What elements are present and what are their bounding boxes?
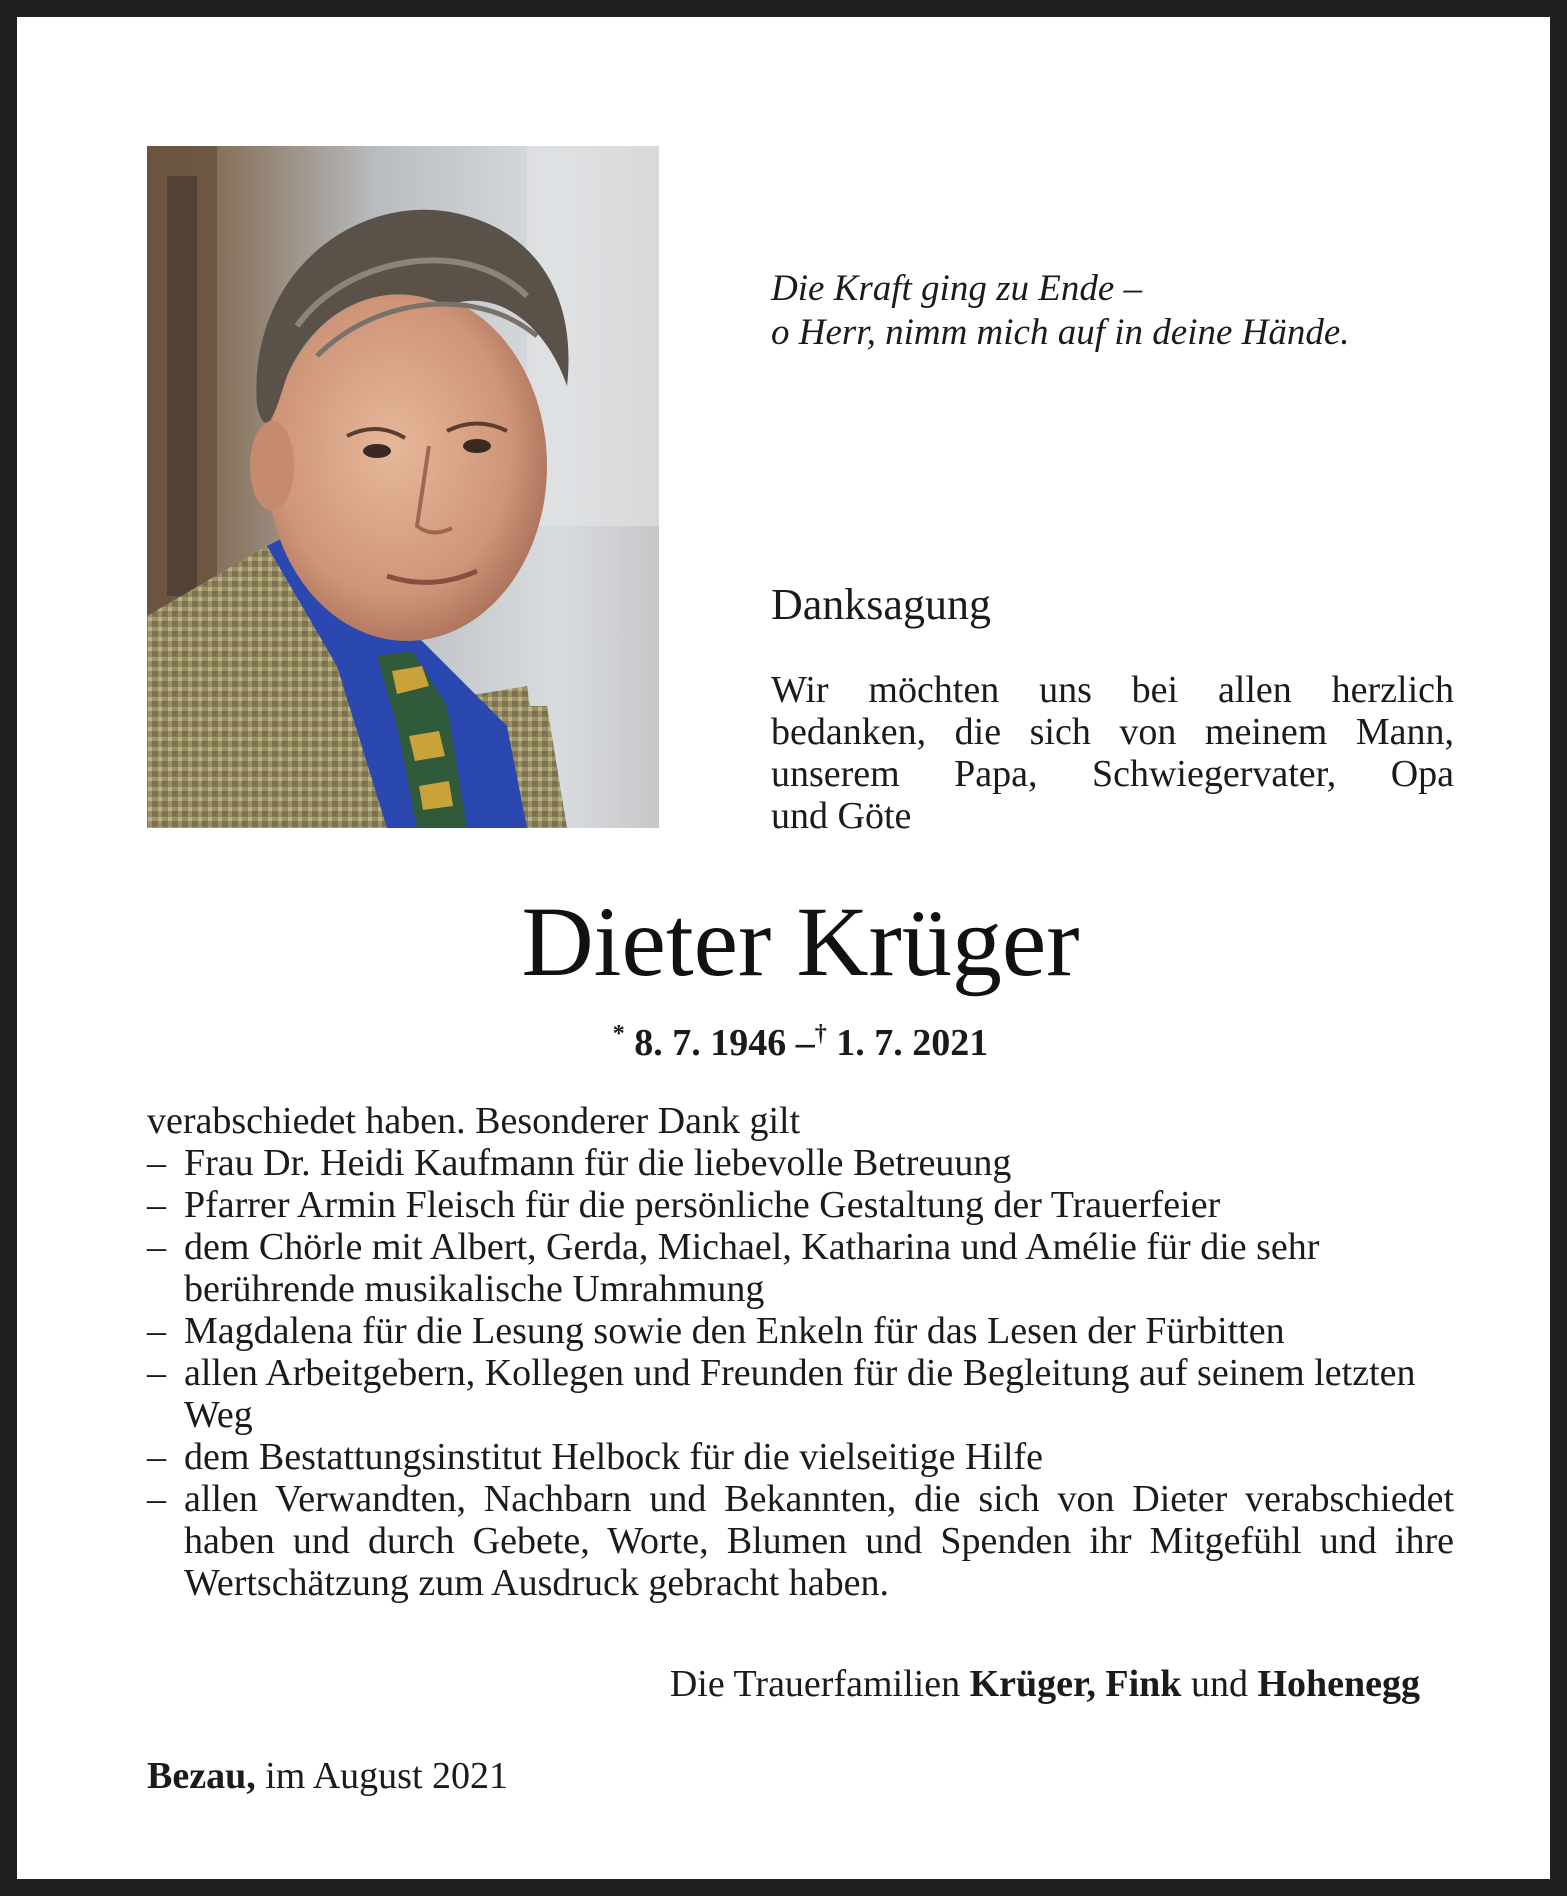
birth-symbol: * — [612, 1021, 625, 1047]
list-item: – Magdalena für die Lesung sowie den Enkeln für das Lesen der Fürbitten — [147, 1310, 1454, 1352]
signature-joiner: und — [1190, 1663, 1248, 1705]
deceased-name: Dieter Krüger — [521, 886, 1080, 997]
thanks-list — [147, 1142, 1454, 1604]
list-item: – Frau Dr. Heidi Kaufmann für die liebevolle Betreuung — [147, 1142, 1454, 1184]
family-name-3: Hohenegg — [1257, 1663, 1420, 1705]
portrait-photo — [147, 146, 659, 828]
birth-date: 8. 7. 1946 — [634, 1022, 787, 1064]
list-item: – Pfarrer Armin Fleisch für die persönliche Gestaltung der Trauerfeier — [147, 1184, 1454, 1226]
family-signature — [670, 1662, 1420, 1706]
motto-line-1: Die Kraft ging zu Ende – — [771, 268, 1143, 309]
motto-line-2: o Herr, nimm mich auf in deine Hände. — [771, 312, 1350, 353]
list-item: – dem Chörle mit Albert, Gerda, Michael, Katharina und Amélie für die sehr berührende musikalische Umrahmung — [147, 1226, 1454, 1310]
life-dates — [17, 1012, 1567, 1065]
family-name-2: Fink — [1105, 1663, 1182, 1705]
intro-line-1: Wir möchten uns bei allen herzlich — [771, 669, 1454, 711]
place-date: im August 2021 — [265, 1755, 509, 1797]
motto-verse — [771, 267, 1350, 355]
intro-line-4: und Göte — [771, 795, 912, 837]
intro-line-2: bedanken, die sich von meinem Mann, — [771, 711, 1454, 753]
portrait-illustration — [147, 146, 659, 828]
signature-prefix: Die Trauerfamilien — [669, 1663, 961, 1705]
place-town: Bezau, — [147, 1755, 256, 1797]
list-item: – dem Bestattungsinstitut Helbock für die vielseitige Hilfe — [147, 1436, 1454, 1478]
death-date: 1. 7. 2021 — [836, 1022, 989, 1064]
date-separator: – — [795, 1022, 815, 1064]
intro-line-3: unserem Papa, Schwiegervater, Opa — [771, 753, 1454, 795]
thanks-section — [147, 1100, 1454, 1604]
place-and-date — [147, 1754, 508, 1798]
intro-paragraph — [771, 669, 1454, 837]
family-name-1: Krüger, — [969, 1663, 1096, 1705]
list-item: – allen Verwandten, Nachbarn und Bekannten, die sich von Dieter verabschiedet haben und durch Gebete, Worte, Blumen und Spenden ihr Mitgefühl und ihre Wertschätzung zum Ausdruck gebracht haben. — [147, 1478, 1454, 1604]
thanks-lead: verabschiedet haben. Besonderer Dank gilt — [147, 1100, 801, 1142]
death-symbol: † — [814, 1021, 827, 1047]
list-item: – allen Arbeitgebern, Kollegen und Freunden für die Begleitung auf seinem letzten Weg — [147, 1352, 1454, 1436]
page-title: Danksagung — [771, 580, 991, 629]
